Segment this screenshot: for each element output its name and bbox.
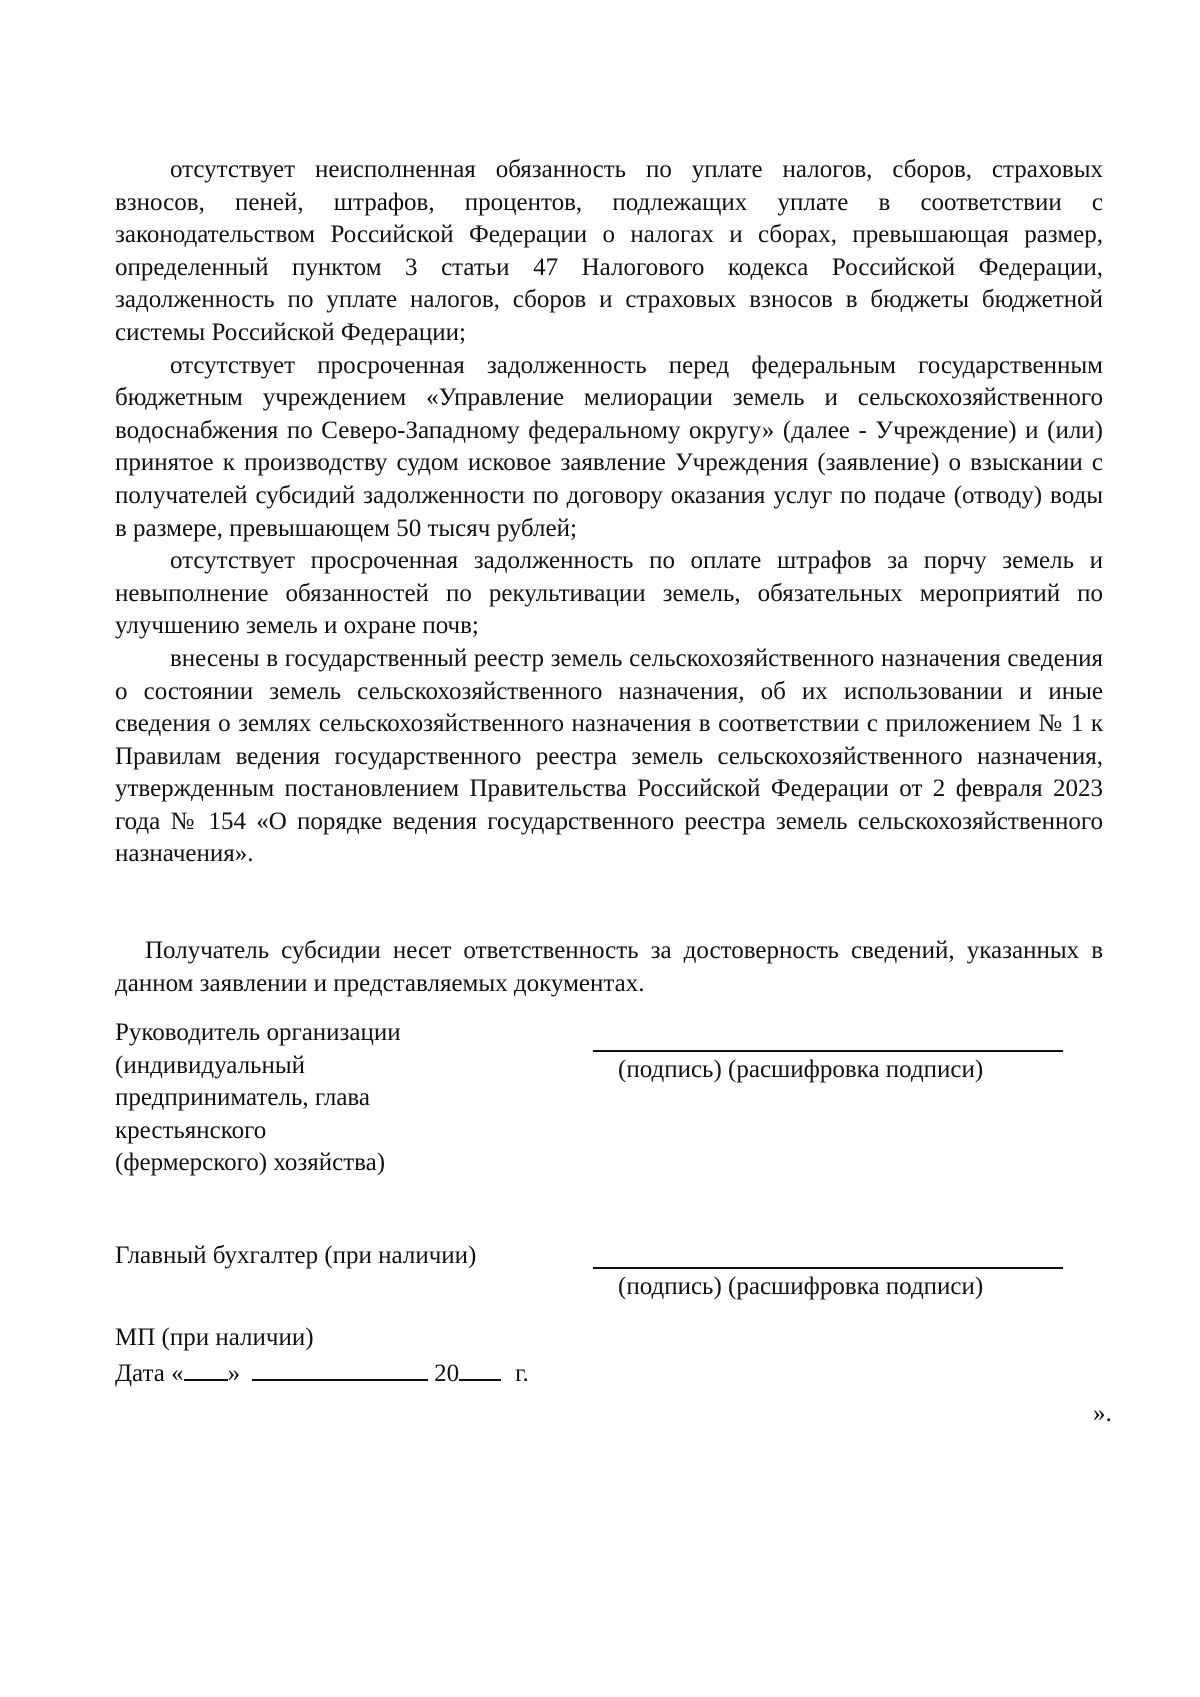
accountant-signature-caption: (подпись) (расшифровка подписи) [618, 1273, 984, 1300]
date-century: 20 [434, 1360, 460, 1387]
date-year-suffix: г. [515, 1360, 529, 1387]
condition-melioration-debt: отсутствует просроченная задолженность перед федеральным государственным бюджетным учреждением «Управление мелиорации земель и сельскохозяйственного водоснабжения по Северо-Западному федеральному округу» (далее - Учреждение) и (или) принятое к производству судом исковое заявление Учреждения (заявление) о взыскании с получателей субсидий задолженности по договору оказания услуг по подаче (отводу) воды в размере, превышающем 50 тысяч рублей; [115, 351, 1103, 542]
head-label-line: крестьянского [115, 1116, 267, 1144]
head-label-line: (фермерского) хозяйства) [115, 1149, 386, 1176]
date-year-blank [459, 1357, 501, 1381]
date-month-blank [252, 1357, 428, 1381]
responsibility-statement: Получатель субсидии несет ответственность за достоверность сведений, указанных в данном заявлении и представляемых документах. [115, 937, 1103, 997]
head-label-line: (индивидуальный [115, 1051, 306, 1079]
accountant-signature-line [593, 1267, 1063, 1269]
stamp-label: МП (при наличии) [115, 1324, 314, 1351]
date-label: Дата « [115, 1360, 184, 1387]
conditions-list [115, 154, 1103, 871]
accountant-label: Главный бухгалтер (при наличии) [115, 1242, 477, 1269]
condition-tax-debt: отсутствует неисполненная обязанность по уплате налогов, сборов, страховых взносов, пеней, штрафов, процентов, подлежащих уплате в соответствии с законодательством Российской Федерации о налогах и сборах, превышающая размер, определенный пунктом 3 статьи 47 Налогового кодекса Российской Федерации, задолженность по уплате налогов, сборов и страховых взносов в бюджеты бюджетной системы Российской Федерации; [115, 156, 1103, 346]
date-line [115, 1357, 529, 1391]
closing-quote-mark: ». [1093, 1400, 1112, 1427]
condition-land-fines: отсутствует просроченная задолженность по оплате штрафов за порчу земель и невыполнение обязанностей по рекультивации земель, обязательных мероприятий по улучшению земель и охране почв; [115, 547, 1103, 640]
head-label-line: Руководитель организации [115, 1019, 401, 1046]
head-label-line: предприниматель, глава [115, 1084, 371, 1111]
head-signature-caption: (подпись) (расшифровка подписи) [618, 1056, 984, 1083]
head-signatory-label [115, 1017, 475, 1180]
date-day-blank [184, 1357, 228, 1381]
date-close-quote: » [227, 1360, 241, 1387]
condition-land-registry: внесены в государственный реестр земель сельскохозяйственного назначения сведения о состоянии земель сельскохозяйственного назначения, об их использовании и иные сведения о землях сельскохозяйственного назначения в соответствии с приложением № 1 к Правилам ведения государственного реестра земель сельскохозяйственного назначения, утвержденным постановлением Правительства Российской Федерации от 2 февраля 2023 года № 154 «О порядке ведения государственного реестра земель сельскохозяйственного назначения». [115, 644, 1103, 868]
head-signature-line [593, 1050, 1063, 1052]
